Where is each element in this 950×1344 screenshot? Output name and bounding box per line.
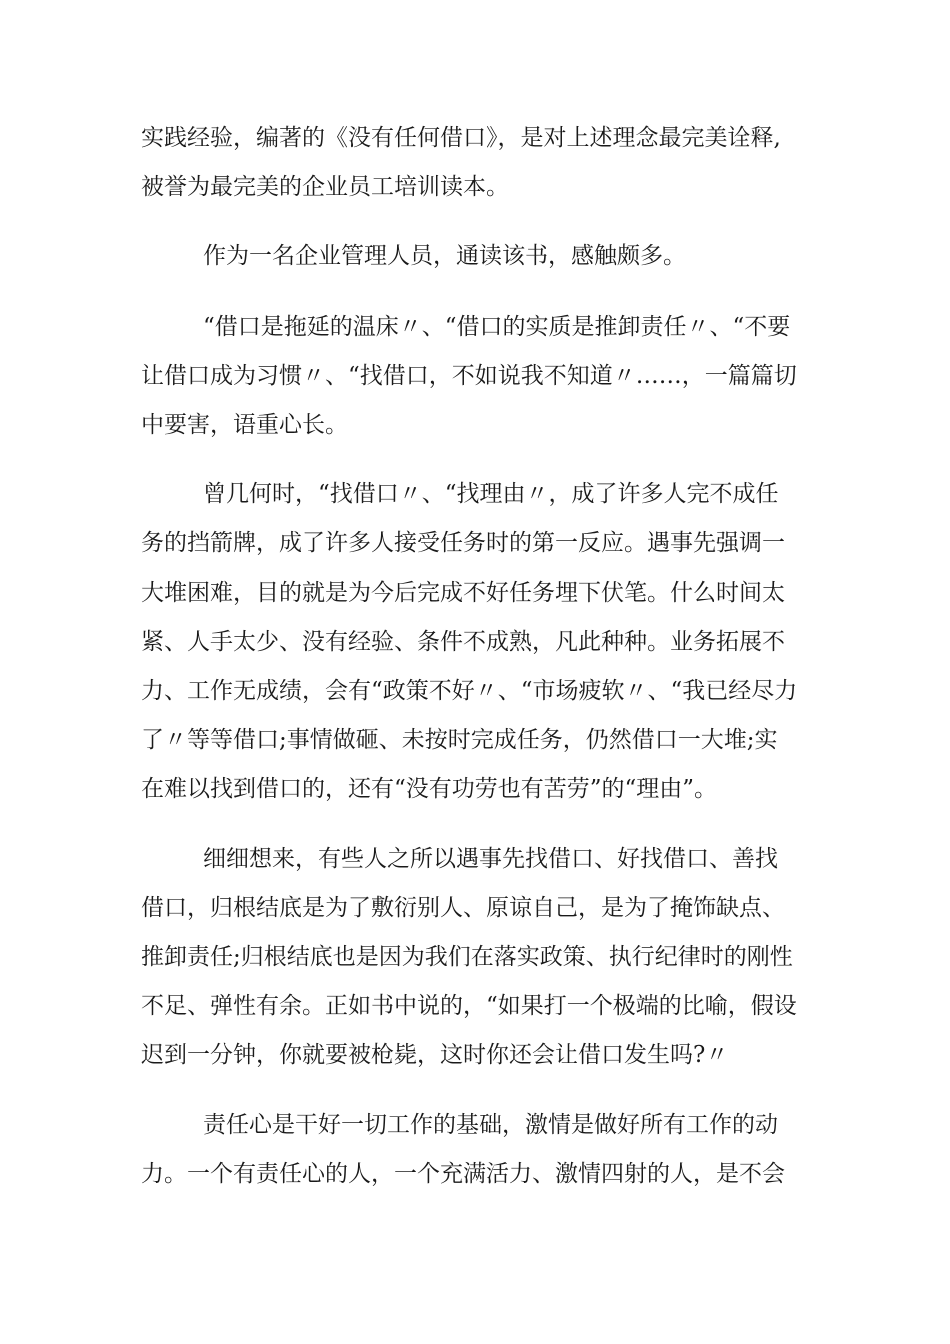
text-line: 在难以找到借口的，还有“没有功劳也有苦劳”的“理由”。 <box>141 776 718 802</box>
text-line: “借口是拖延的温床〃、“借口的实质是推卸责任〃、“不要 <box>203 314 791 340</box>
text-line: 作为一名企业管理人员，通读该书，感触颇多。 <box>203 243 686 269</box>
text-line: 借口，归根结底是为了敷衍别人、原谅自己，是为了掩饰缺点、 <box>141 895 785 921</box>
text-line: 中要害，语重心长。 <box>141 412 348 438</box>
text-line: 推卸责任;归根结底也是因为我们在落实政策、执行纪律时的刚性 <box>141 944 793 970</box>
text-line: 让借口成为习惯〃、“找借口，不如说我不知道〃……，一篇篇切 <box>141 363 797 389</box>
text-line: 务的挡箭牌，成了许多人接受任务时的第一反应。遇事先强调一 <box>141 530 785 556</box>
text-line: 被誉为最完美的企业员工培训读本。 <box>141 174 509 200</box>
text-line: 不足、弹性有余。正如书中说的，“如果打一个极端的比喻，假设 <box>141 993 797 1019</box>
text-line: 大堆困难，目的就是为今后完成不好任务埋下伏笔。什么时间太 <box>141 580 785 606</box>
text-line: 细细想来，有些人之所以遇事先找借口、好找借口、善找 <box>203 846 778 872</box>
text-line: 曾几何时，“找借口〃、“找理由〃，成了许多人完不成任 <box>203 481 779 507</box>
text-line: 力、工作无成绩，会有“政策不好〃、“市场疲软〃、“我已经尽力 <box>141 678 798 704</box>
text-line: 力。一个有责任心的人，一个充满活力、激情四射的人，是不会 <box>141 1161 785 1187</box>
text-line: 了〃等等借口;事情做砸、未按时完成任务，仍然借口一大堆;实 <box>141 727 778 753</box>
text-line: 责任心是干好一切工作的基础，激情是做好所有工作的动 <box>203 1112 778 1138</box>
text-line: 迟到一分钟，你就要被枪毙，这时你还会让借口发生吗?〃 <box>141 1042 729 1068</box>
text-line: 紧、人手太少、没有经验、条件不成熟，凡此种种。业务拓展不 <box>141 629 785 655</box>
text-line: 实践经验，编著的《没有任何借口》，是对上述理念最完美诠释, <box>141 125 781 151</box>
